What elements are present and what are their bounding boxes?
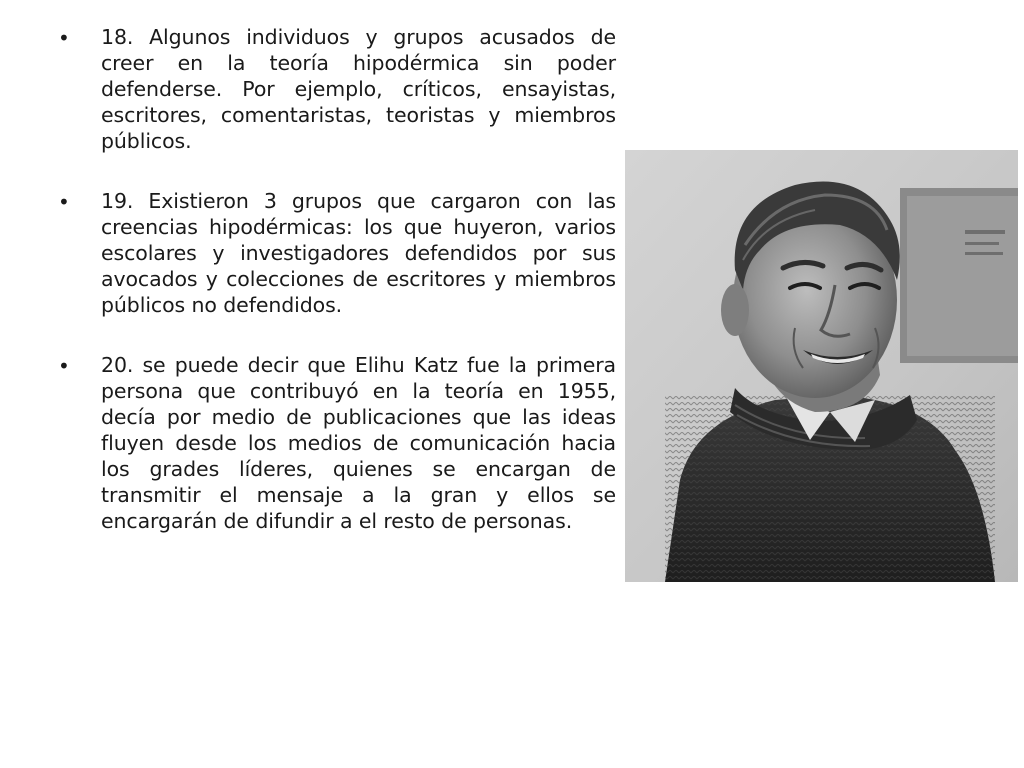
bullet-text: 19. Existieron 3 grupos que cargaron con las creencias hipodérmicas: los que huyeron, varios escolares y investigadores defendidos por sus avocados y colecciones de escritores y miembros públicos no defendidos. [101, 189, 616, 317]
portrait-image [625, 150, 1018, 582]
bullet-item-19 [56, 188, 616, 318]
bullet-list [56, 24, 616, 568]
bullet-icon: • [58, 26, 70, 50]
bullet-icon: • [58, 354, 70, 378]
bullet-item-18 [56, 24, 616, 154]
bullet-icon: • [58, 190, 70, 214]
portrait-photo [625, 150, 1018, 582]
bullet-item-20 [56, 352, 616, 534]
bullet-text: 20. se puede decir que Elihu Katz fue la primera persona que contribuyó en la teoría en 1955, decía por medio de publicaciones que las ideas fluyen desde los medios de comunicación hacia los grades líderes, quienes se encargan de transmitir el mensaje a la gran y ellos se encargarán de difundir a el resto de personas. [101, 353, 616, 533]
bullet-text: 18. Algunos individuos y grupos acusados de creer en la teoría hipodérmica sin poder defenderse. Por ejemplo, críticos, ensayistas, escritores, comentaristas, teoristas y miembros públicos. [101, 25, 616, 153]
